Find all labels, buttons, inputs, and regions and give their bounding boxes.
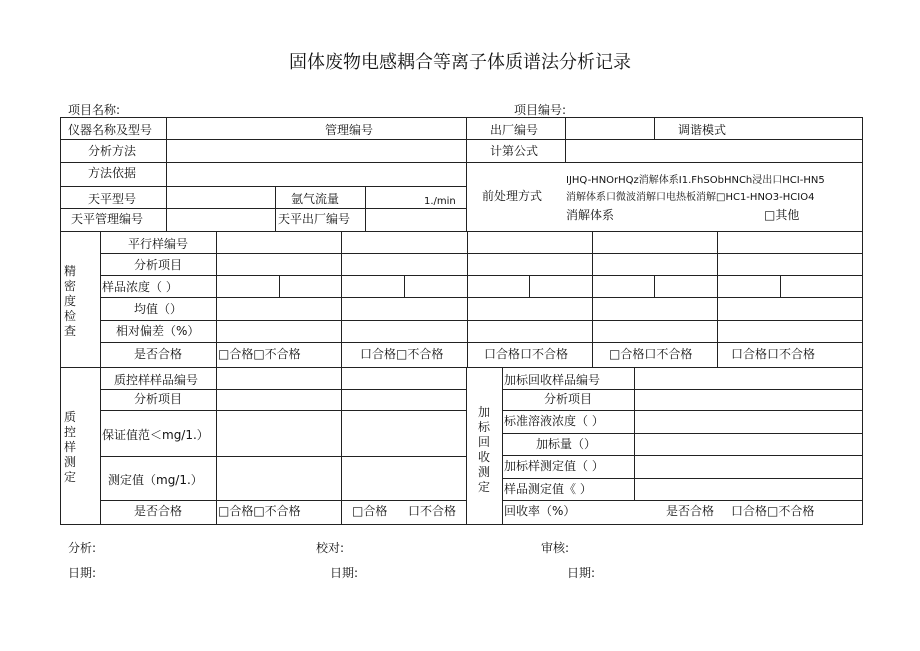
spike-item-label: 分析项目 bbox=[544, 392, 593, 406]
qc-pass-label: 是否合格 bbox=[134, 504, 183, 518]
rel-dev-label: 相对偏差（%） bbox=[116, 324, 200, 338]
measured-label: 测定值（mg/1.） bbox=[108, 473, 203, 487]
mean-label: 均值（） bbox=[134, 302, 183, 316]
qc-pass-option: □合格□不合格 bbox=[218, 504, 301, 518]
project-name-label: 项目名称: bbox=[68, 103, 121, 117]
method-label: 分析方法 bbox=[88, 144, 137, 158]
spike-sample-no-label: 加标回收样品编号 bbox=[504, 373, 601, 387]
pretreat-option-3: 消解体系 bbox=[566, 208, 615, 222]
date-label: 日期: bbox=[567, 566, 596, 580]
parallel-no-label: 平行样编号 bbox=[128, 237, 189, 251]
date-label: 日期: bbox=[330, 566, 359, 580]
precision-pass-option: 口合格□不合格 bbox=[360, 347, 444, 361]
spike-amount-label: 加标量（） bbox=[536, 437, 597, 451]
recovery-label: 回收率（%） bbox=[504, 504, 576, 518]
precision-pass-option: □合格□不合格 bbox=[218, 347, 301, 361]
factory-no-label: 出厂编号 bbox=[490, 123, 539, 137]
precision-section-label: 精密度检查 bbox=[63, 264, 76, 338]
spike-pass-option: 口合格□不合格 bbox=[731, 504, 815, 518]
spike-pass-label: 是否合格 bbox=[666, 504, 715, 518]
balance-mgmt-label: 天平管理编号 bbox=[71, 212, 144, 226]
analyst-label: 分析: bbox=[68, 541, 97, 555]
pretreat-label: 前处理方式 bbox=[482, 189, 543, 203]
qc-pass-option-b: 口不合格 bbox=[408, 504, 457, 518]
reviewer-label: 审核: bbox=[541, 541, 570, 555]
method-basis-label: 方法依据 bbox=[88, 166, 137, 180]
instrument-label: 仪器名称及型号 bbox=[68, 123, 153, 137]
guarantee-label: 保证值范＜mg/1.） bbox=[102, 428, 209, 442]
spike-section-label: 加标回收测定 bbox=[477, 405, 490, 494]
tune-mode-label: 调谐模式 bbox=[678, 123, 727, 137]
pretreat-other: □其他 bbox=[764, 208, 800, 222]
balance-model-label: 天平型号 bbox=[88, 192, 137, 206]
pretreat-option-2: 消解体系口微波消解口电热板消解□HC1-HNO3-HCIO4 bbox=[566, 192, 815, 203]
mgmt-no-label: 管理编号 bbox=[325, 123, 374, 137]
qc-section-label: 质控样测定 bbox=[63, 410, 76, 484]
std-conc-label: 标准溶液浓度（ ） bbox=[504, 414, 604, 428]
project-no-label: 项目编号: bbox=[514, 103, 567, 117]
balance-factory-label: 天平出厂编号 bbox=[278, 212, 351, 226]
precision-pass-option: 口合格口不合格 bbox=[484, 347, 569, 361]
precision-item-label: 分析项目 bbox=[134, 258, 183, 272]
qc-sample-no-label: 质控样样品编号 bbox=[114, 373, 199, 387]
argon-flow-label: 氩气流量 bbox=[291, 192, 340, 206]
sample-value-label: 样品测定值《 ） bbox=[504, 482, 592, 496]
page-title: 固体废物电感耦合等离子体质谱法分析记录 bbox=[289, 52, 631, 73]
sample-conc-label: 样品浓度（ ） bbox=[102, 280, 178, 294]
precision-pass-option: 口合格口不合格 bbox=[731, 347, 816, 361]
date-label: 日期: bbox=[68, 566, 97, 580]
precision-pass-option: □合格口不合格 bbox=[609, 347, 693, 361]
flow-unit: 1./min bbox=[424, 196, 456, 207]
calc-formula-label: 计第公式 bbox=[490, 144, 539, 158]
spiked-value-label: 加标样测定值（ ） bbox=[504, 459, 604, 473]
qc-pass-option-a: □合格 bbox=[352, 504, 388, 518]
pretreat-option-1: IJHQ-HNOrHQz消解体系I1.FhSObHNCh浸出口HCI-HN5 bbox=[566, 175, 825, 186]
checker-label: 校对: bbox=[316, 541, 345, 555]
precision-pass-label: 是否合格 bbox=[134, 347, 183, 361]
qc-item-label: 分析项目 bbox=[134, 392, 183, 406]
